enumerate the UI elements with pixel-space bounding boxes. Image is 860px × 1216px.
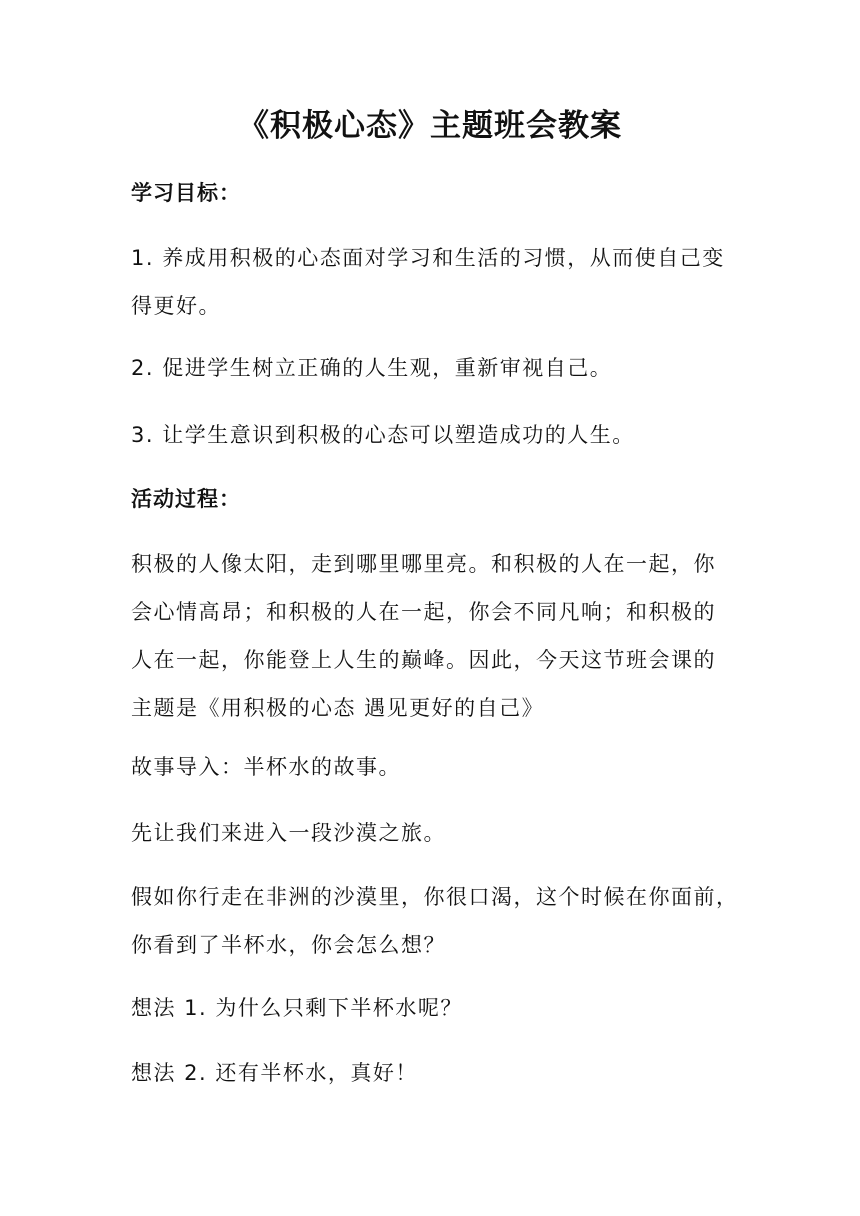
thought-1: [131, 993, 731, 1023]
thought-2: [131, 1058, 731, 1088]
goal-item-1: [131, 243, 731, 321]
goal-item-3: [131, 420, 731, 450]
goal-item-2: [131, 353, 731, 383]
desert-line: 先让我们来进入一段沙漠之旅。: [131, 821, 446, 845]
question-line-1: 假如你行走在非洲的沙漠里，你很口渴，这个时候在你面前，: [131, 885, 739, 909]
intro-line-2: 会心情高昂；和积极的人在一起，你会不同凡响；和积极的: [131, 600, 716, 624]
goals-heading: 学习目标：: [131, 181, 241, 205]
story-intro-line: 故事导入：半杯水的故事。: [131, 755, 401, 779]
goal-1-line-2: 得更好。: [131, 294, 221, 318]
thought-1-line: 想法 1. 为什么只剩下半杯水呢？: [131, 996, 463, 1020]
intro-line-3: 人在一起，你能登上人生的巅峰。因此，今天这节班会课的: [131, 648, 716, 672]
question-paragraph: [131, 882, 739, 960]
document-title: 《积极心态》主题班会教案: [238, 108, 622, 144]
story-intro: [131, 752, 731, 782]
goal-2-line-1: 2. 促进学生树立正确的人生观，重新审视自己。: [131, 356, 613, 380]
thought-2-line: 想法 2. 还有半杯水，真好！: [131, 1061, 418, 1085]
question-line-2: 你看到了半杯水，你会怎么想？: [131, 933, 446, 957]
goal-1-line-1: 1. 养成用积极的心态面对学习和生活的习惯，从而使自己变: [131, 246, 725, 270]
process-heading: 活动过程：: [131, 487, 241, 511]
goal-3-line-1: 3. 让学生意识到积极的心态可以塑造成功的人生。: [131, 423, 635, 447]
intro-paragraph: [131, 549, 731, 723]
intro-line-4: 主题是《用积极的心态 遇见更好的自己》: [131, 696, 545, 720]
intro-line-1: 积极的人像太阳，走到哪里哪里亮。和积极的人在一起，你: [131, 552, 716, 576]
desert-paragraph: [131, 818, 731, 848]
